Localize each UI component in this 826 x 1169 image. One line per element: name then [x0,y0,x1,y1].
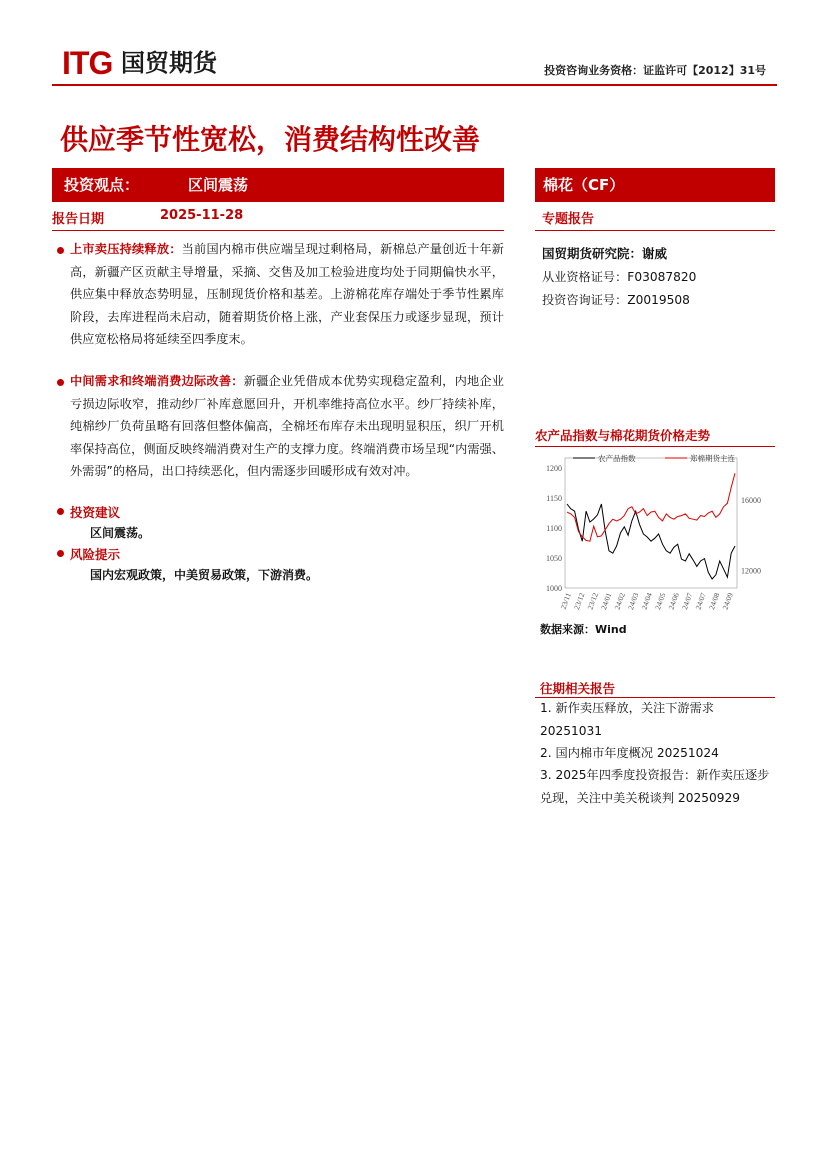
logo-company-name: 国贸期货 [121,49,217,77]
view-bar [52,168,504,202]
x-tick-label: 24/03 [626,591,641,611]
qualification-text: 投资咨询业务资格：证监许可【2012】31号 [544,64,766,77]
analyst-institute: 国贸期货研究院：谢威 [542,246,668,261]
past-report-item[interactable]: 2. 国内棉市年度概况 20251024 [540,746,719,760]
right-tick-label: 16000 [741,495,761,505]
past-report-item[interactable]: 1. 新作卖压释放，关注下游需求 20251031 [540,701,714,738]
report-type-divider [535,230,775,231]
left-tick-label: 1150 [546,494,562,503]
point-2-body: 新疆企业凭借成本优势实现稳定盈利，内地企业亏损边际收窄，推动纱厂补库意愿回升，开机率维持高位水平。纱厂持续补库，纯棉纱厂负荷虽略有回落但整体偏高，全棉坯布库存未出现明显积压，织厂开机率保持高位，侧面反映终端消费对生产的支撑力度。终端消费市场呈现“内需强、外需弱”的格局，出口持续恶化，但内需逐步回暖形成有效对冲。 [70,374,504,478]
report-date-row [52,208,504,227]
right-tick-label: 12000 [741,566,761,576]
point-1-head: 上市卖压持续释放： [70,242,182,256]
price-chart [535,450,775,618]
left-tick-label: 1050 [546,554,562,563]
x-tick-label: 24/06 [666,591,681,611]
bullet-icon [57,508,64,515]
legend-label: 农产品指数 [598,454,636,463]
x-tick-label: 24/02 [612,591,627,611]
logo-itg: ITG [62,45,113,81]
point-2 [70,370,504,483]
risk-title: 风险提示 [70,547,121,562]
plot-frame [565,458,737,588]
x-tick-label: 23/12 [585,591,600,611]
report-type: 专题报告 [542,212,595,227]
chart-title-divider [535,446,775,447]
x-tick-label: 24/09 [720,591,735,611]
header-divider [52,84,777,86]
point-1 [70,238,504,351]
left-tick-label: 1100 [546,524,562,533]
chart-source: 数据来源：Wind [540,623,627,636]
x-tick-label: 24/04 [639,591,654,611]
view-label: 投资观点： [64,176,140,194]
date-divider [52,230,504,231]
risk-body: 国内宏观政策，中美贸易政策，下游消费。 [90,568,319,582]
x-tick-label: 23/11 [558,591,573,611]
legend-label: 郑棉期货主连 [690,454,735,463]
x-tick-label: 24/01 [599,591,614,611]
left-tick-label: 1200 [546,464,562,473]
report-title: 供应季节性宽松，消费结构性改善 [60,123,481,156]
report-date-value: 2025-11-28 [160,208,244,223]
past-reports-title: 往期相关报告 [540,681,616,696]
advice-body: 区间震荡。 [90,526,151,540]
x-tick-label: 24/07 [693,591,708,611]
product-label: 棉花（CF） [543,176,625,194]
point-2-head: 中间需求和终端消费边际改善： [70,374,244,388]
bullet-icon [57,379,64,386]
x-tick-label: 24/07 [680,591,695,611]
report-date-label: 报告日期 [52,212,105,227]
bullet-icon [57,550,64,557]
past-report-item[interactable]: 3. 2025年四季度投资报告：新作卖压逐步兑现，关注中美关税谈判 20250929 [540,768,770,805]
series-line [567,473,735,541]
x-tick-label: 24/05 [653,591,668,611]
view-value: 区间震荡 [188,176,249,194]
chart-title: 农产品指数与棉花期货价格走势 [535,428,711,443]
x-tick-label: 23/12 [572,591,587,611]
left-tick-label: 1000 [546,584,562,593]
product-bar [535,168,775,202]
x-tick-label: 24/08 [707,591,722,611]
analyst-cert-2: 投资咨询证号：Z0019508 [542,293,690,307]
advice-title: 投资建议 [70,505,121,520]
bullet-icon [57,247,64,254]
analyst-cert-1: 从业资格证号：F03087820 [542,270,697,284]
point-1-body: 当前国内棉市供应端呈现过剩格局，新棉总产量创近十年新高，新疆产区贡献主导增量，采摘、交售及加工检验进度均处于同期偏快水平，供应集中释放态势明显，压制现货价格和基差。上游棉花库存端处于季节性累库阶段，去库进程尚未启动，随着期货价格上涨，产业套保压力或逐步显现，预计供应宽松格局将延续至四季度末。 [70,242,504,346]
series-line [567,504,735,579]
